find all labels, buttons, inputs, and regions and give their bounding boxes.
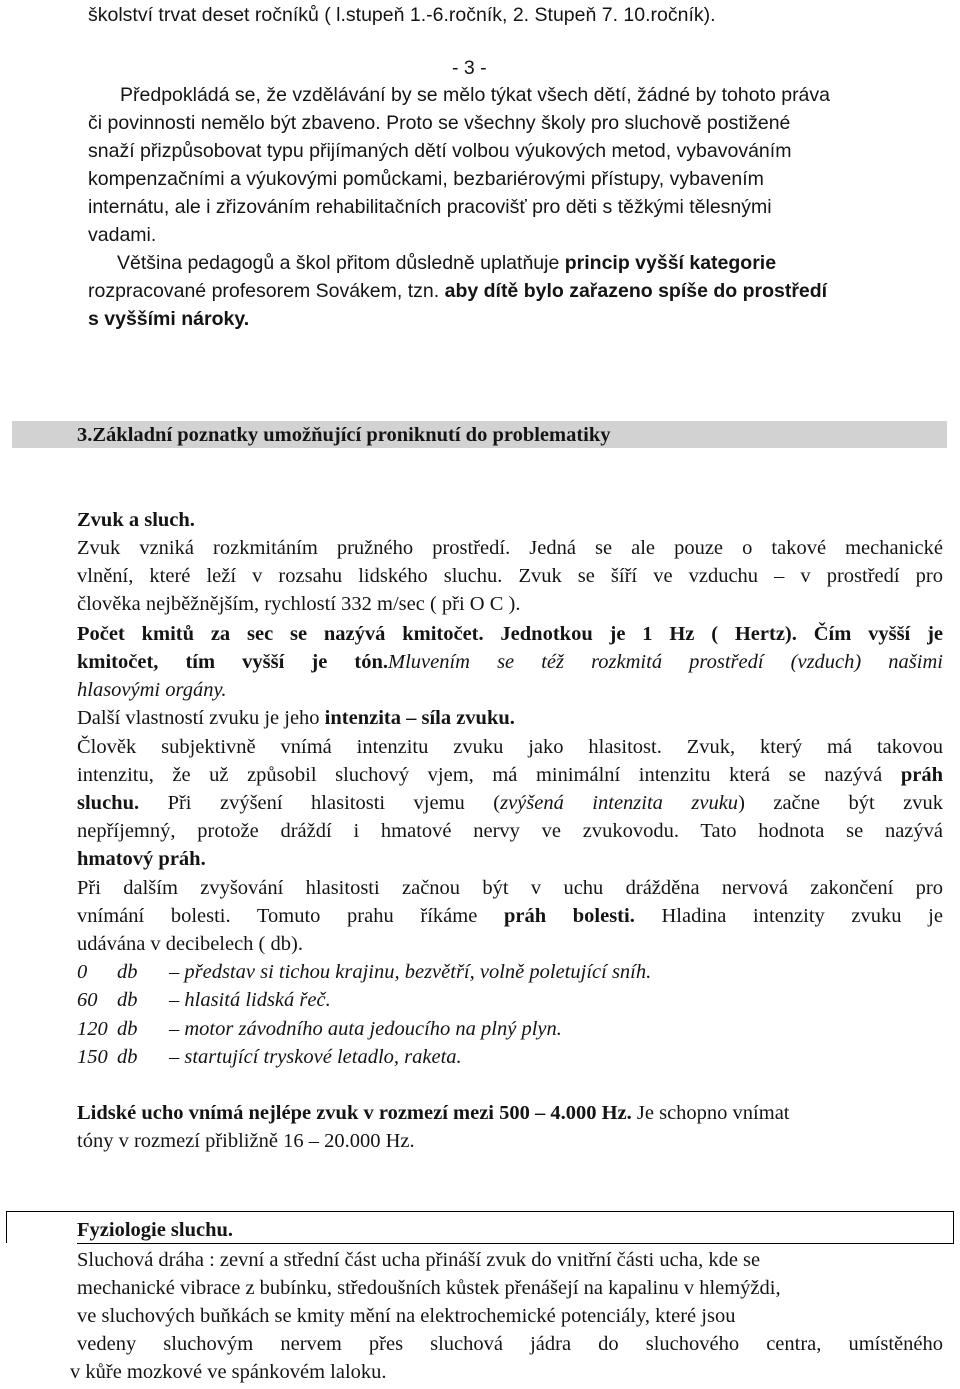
decibel-levels-list [77,958,651,1072]
text-line: vedeny sluchovým nervem přes sluchová jádra do sluchového centra, umístěného [77,1333,943,1355]
top-line: školství trvat deset ročníků ( l.stupeň 1.-6.ročník, 2. Stupeň 7. 10.ročník). [88,4,716,26]
text-span: Hladina intenzity zvuku je [634,905,943,927]
italic-span: Mluvením se též rozkmitá prostředí (vzduch) našimi [388,651,943,673]
level-value: 0 [77,960,88,983]
text-span: intenzitu, že už způsobil sluchový vjem, má minimální intenzitu která se nazývá [77,764,901,786]
text-line: kompenzačními a výukovými pomůckami, bezbariérovými přístupy, vybavením [88,168,764,190]
text-line: udávána v decibelech ( db). [77,933,303,955]
text-line: Předpokládá se, že vzdělávání by se mělo týkat všech dětí, žádné by tohoto práva [120,84,830,106]
italic-span: zvýšená intenzita zvuku [500,792,739,814]
text-line: Sluchová dráha : zevní a střední část ucha přináší zvuk do vnitřní části ucha, kde se [77,1249,761,1271]
text-line [77,1100,790,1126]
page-number: - 3 - [452,57,487,79]
text-span: Další vlastností zvuku je jeho [77,707,325,729]
text-span: Při zvýšení hlasitosti vjemu ( [139,792,501,814]
text-line: vadami. [88,224,157,246]
text-line: tóny v rozmezí přibližně 16 – 20.000 Hz. [77,1130,415,1152]
text-line: internátu, ale i zřizováním rehabilitačních pracovišť pro děti s těžkými tělesnými [88,196,772,218]
level-value: 150 [77,1046,108,1069]
subsection-title: Zvuk a sluch. [77,509,195,531]
bold-span: práh [900,764,943,786]
list-item [77,1044,651,1073]
text-line: mechanické vibrace z bubínku, středoušních kůstek přenášejí na kapalinu v hlemýždi, [77,1277,781,1299]
text-line: s vyššími nároky. [88,308,250,330]
level-description: – motor závodního auta jedoucího na plný plyn. [169,1017,562,1040]
box-right-border [953,1211,954,1243]
level-value: 120 [77,1017,108,1040]
level-description: – hlasitá lidská řeč. [169,989,331,1012]
text-span: Je schopno vnímat [631,1102,790,1124]
text-span: Většina pedagogů a škol přitom důsledně uplatňuje [117,252,565,274]
level-value: 60 [77,989,98,1012]
list-item [77,987,651,1016]
list-item [77,958,651,987]
text-line: Počet kmitů za sec se nazývá kmitočet. Jednotkou je 1 Hz ( Hertz). Čím vyšší je [77,623,943,645]
level-unit: db [117,1046,138,1069]
text-span: ) začne být zvuk [738,792,943,814]
box-bottom-border [77,1243,954,1244]
bold-span: princip vyšší kategorie [564,252,777,274]
text-line: či povinnosti nemělo být zbaveno. Proto se všechny školy pro sluchově postižené [88,112,791,134]
text-span: vnímání bolesti. Tomuto prahu říkáme [77,905,504,927]
section-heading: 3.Základní poznatky umožňující proniknutí do problematiky [77,424,611,446]
bold-span: kmitočet, tím vyšší je tón. [77,651,389,673]
bold-span: Lidské ucho vnímá nejlépe zvuk v rozmezí mezi 500 – 4.000 Hz. [77,1102,632,1124]
text-line: ve sluchových buňkách se kmity mění na elektrochemické potenciály, které jsou [77,1305,736,1327]
text-line [77,790,943,816]
bold-span: aby dítě bylo zařazeno spíše do prostředí [444,280,828,302]
text-line: Při dalším zvyšování hlasitosti začnou být v uchu drážděna nervová zakončení pro [77,877,943,899]
level-description: – představ si tichou krajinu, bezvětří, volně poletující sníh. [169,960,652,983]
text-span: rozpracované profesorem Sovákem, tzn. [88,280,445,302]
box-top-border [6,1211,954,1212]
level-unit: db [117,989,138,1012]
text-line: hlasovými orgány. [77,679,227,701]
text-line [77,903,943,929]
level-description: – startující tryskové letadlo, raketa. [169,1046,462,1069]
text-line [88,278,827,304]
level-unit: db [117,1017,138,1040]
text-line [77,762,943,788]
text-line: v kůře mozkové ve spánkovém laloku. [70,1361,387,1383]
text-line [77,649,943,675]
bold-span: práh bolesti. [503,905,635,927]
text-line: hmatový práh. [77,848,206,870]
text-line [117,250,776,276]
text-line: snaží přizpůsobovat typu přijímaných dětí volbou výukových metod, vybavováním [88,140,792,162]
text-line [77,705,515,731]
subsection-title: Fyziologie sluchu. [77,1219,234,1241]
text-line: Člověk subjektivně vnímá intenzitu zvuku jako hlasitost. Zvuk, který má takovou [77,736,943,758]
text-line: vlnění, které leží v rozsahu lidského sluchu. Zvuk se šíří ve vzduchu – v prostředí pro [77,565,943,587]
text-line: člověka nejběžnějším, rychlostí 332 m/sec ( při O C ). [77,593,521,615]
text-line: Zvuk vzniká rozkmitáním pružného prostředí. Jedná se ale pouze o takové mechanické [77,537,943,559]
text-line: nepříjemný, protože dráždí i hmatové nervy ve zvukovodu. Tato hodnota se nazývá [77,820,943,842]
box-left-border [6,1211,7,1243]
bold-span: intenzita – síla zvuku. [324,707,515,729]
bold-span: sluchu. [77,792,140,814]
level-unit: db [117,960,138,983]
list-item [77,1015,651,1044]
